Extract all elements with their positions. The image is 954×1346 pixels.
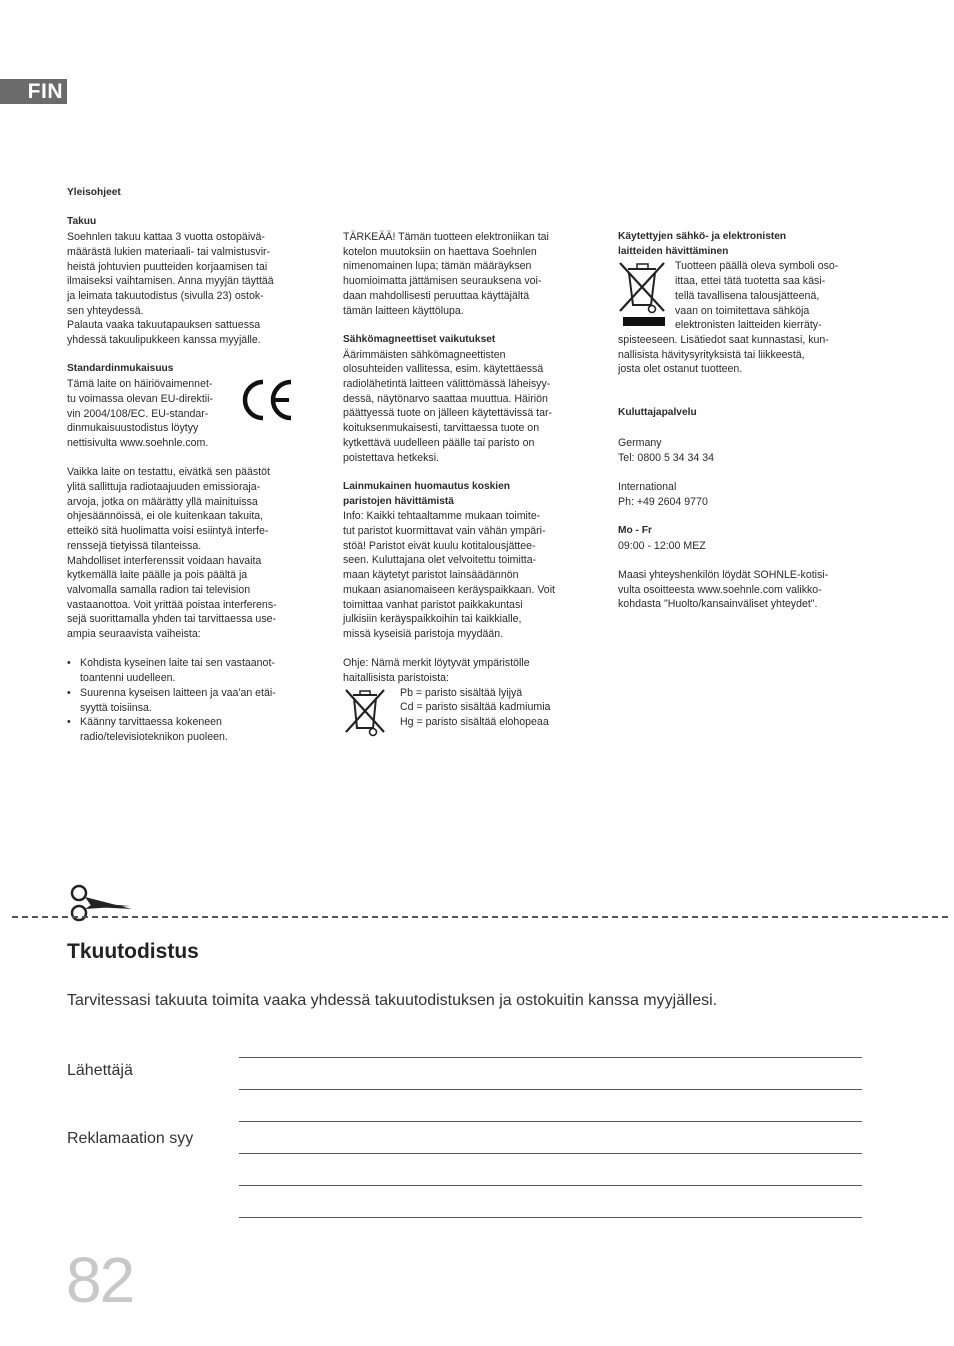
battery-title: Lainmukainen huomautus koskien — [343, 480, 510, 492]
form-line[interactable] — [239, 1217, 862, 1218]
text-line: maan käytetyt paristot lainsäädännön — [343, 569, 519, 582]
section-title: Yleisohjeet — [67, 187, 121, 198]
warranty-title: Takuu — [67, 216, 97, 228]
international-phone: Ph: +49 2604 9770 — [618, 495, 708, 508]
text-line: tämän laitteen käyttölupa. — [343, 304, 464, 317]
text-line: Vaikka laite on testattu, eivätkä sen päästöt — [67, 466, 270, 479]
weee-title: Käytettyjen sähkö- ja elektronisten — [618, 231, 787, 242]
text-line: Info: Kaikki tehtaaltamme mukaan toimite- — [343, 510, 541, 523]
text-line: tu voimassa olevan EU-direktii- — [67, 392, 214, 405]
text-line: Ohje: Nämä merkit löytyvät ympäristölle — [343, 657, 530, 670]
cut-line — [12, 916, 948, 918]
text-line: Äärimmäisten sähkömagneettisten — [343, 348, 506, 361]
text-line: julkisiin keräyspaikkoihin tai kaikkialle, — [343, 613, 522, 626]
hours-value: 09:00 - 12:00 MEZ — [618, 539, 706, 552]
form-line[interactable] — [239, 1153, 862, 1154]
text-line: TÄRKEÄÄ! Tämän tuotteen elektroniikan tai — [343, 231, 549, 243]
service-title: Kuluttajapalvelu — [618, 407, 697, 419]
text-line: nallisista hävitysyrityksistä tai liikkeestä, — [618, 348, 805, 361]
text-line: arvoja, jotka on määrätty yllä mainituissa — [67, 495, 258, 508]
text-line: päättyessä tuote on jälleen käytettävissä tar- — [343, 407, 553, 420]
column-disposal-service — [618, 230, 863, 612]
text-line: nimenomainen lupa; tämän määräyksen — [343, 260, 532, 273]
germany-label: Germany — [618, 436, 662, 449]
text-line: kohdasta "Huolto/kansainväliset yhteydet". — [618, 598, 818, 611]
text-line: kytkettävä uudelleen päälle tai paristo on — [343, 436, 535, 449]
international-label: International — [618, 480, 677, 493]
text-line: seen. Kuluttajana olet velvoitettu toimitta- — [343, 554, 537, 567]
form-line[interactable] — [239, 1089, 862, 1090]
list-item: • Suurenna kyseisen laitteen ja vaa'an etäi- syyttä toisiinsa. — [67, 686, 312, 715]
text-line: Mahdolliset interferenssit voidaan havaita — [67, 554, 262, 567]
text-line: elektronisten laitteiden kierräty- — [675, 319, 822, 332]
page-number: 82 — [66, 1244, 134, 1316]
form-line[interactable] — [239, 1185, 862, 1186]
battery-mark-hg: Hg = paristo sisältää elohopeaa — [400, 716, 549, 729]
text-line: tut paristot kuormittavat vain vähän ympäri- — [343, 525, 546, 538]
text-line: Palauta vaaka takuutapauksen sattuessa — [67, 319, 261, 332]
text-line: kotelon muutoksiin on haettava Soehnlen — [343, 245, 537, 258]
text-line: dessä, näytönarvo saattaa muuttua. Häiriön — [343, 392, 548, 405]
text-line: josta olet ostanut tuotteen. — [618, 363, 743, 376]
text-line: poistettava hetkeksi. — [343, 451, 439, 464]
text-line: sen yhteydessä. — [67, 304, 144, 317]
battery-mark-cd: Cd = paristo sisältää kadmiumia — [400, 701, 551, 714]
text-line: Tämä laite on häiriövaimennet- — [67, 378, 213, 391]
standard-title: Standardinmukaisuus — [67, 363, 174, 375]
text-line: radiolähetintä laitteen välittömässä läheisyy- — [343, 378, 551, 391]
text-line: ittaa, ettei tätä tuotetta saa käsi- — [675, 275, 826, 288]
text-line: ampia seuraavista vaiheista: — [67, 628, 201, 641]
text-line: yhdessä takuulipukkeen kanssa myyjälle. — [67, 334, 261, 347]
text-line: valvomalla samalla radion tai television — [67, 583, 251, 596]
sender-label: Lähettäjä — [67, 1062, 133, 1079]
weee-title: laitteiden hävittäminen — [618, 245, 729, 257]
text-line: spisteeseen. Lisätiedot saat kunnastasi, kun- — [618, 333, 829, 346]
column-notices — [343, 230, 588, 730]
list-item: • Kohdista kyseinen laite tai sen vastaanot- toantenni uudelleen. — [67, 656, 312, 685]
text-line: vaan on toimitettava sähköja — [675, 304, 810, 317]
hours-title: Mo - Fr — [618, 524, 652, 536]
text-line: etteikö sitä huolimatta voisi esiintyä interfe- — [67, 525, 269, 538]
text-line: kytkemällä laite päälle ja pois päältä ja — [67, 569, 248, 582]
form-line[interactable] — [239, 1057, 862, 1058]
text-line: Maasi yhteyshenkilön löydät SOHNLE-kotisi- — [618, 569, 829, 582]
certificate-title: Tkuutodistus — [67, 940, 199, 963]
text-line: määrästä lukien materiaali- tai valmistusvir- — [67, 245, 271, 258]
text-line: vin 2004/108/EC. EU-standar- — [67, 407, 209, 420]
text-line: koituksenmukaisesti, tarvittaessa tuote on — [343, 422, 540, 435]
text-line: Tuotteen päällä oleva symboli oso- — [675, 260, 839, 273]
reason-label: Reklamaation syy — [67, 1130, 194, 1147]
text-line: dinmukaisuustodistus löytyy — [67, 422, 199, 435]
germany-phone: Tel: 0800 5 34 34 34 — [618, 451, 715, 464]
column-general — [67, 186, 312, 745]
emf-title: Sähkömagneettiset vaikutukset — [343, 333, 496, 345]
text-line: ilmaiseksi vaihtamisen. Anna myyjän täyttää — [67, 275, 274, 288]
form-line[interactable] — [239, 1121, 862, 1122]
text-line: vulta osoitteesta www.soehnle.com valikko- — [618, 583, 822, 596]
list-item: • Käänny tarvittaessa kokeneen radio/televisioteknikon puoleen. — [67, 715, 312, 744]
ce-mark-icon — [239, 377, 295, 423]
text-line: toimittaa vanhat paristot paikkakuntasi — [343, 598, 523, 611]
text-line: sejä suorittamalla yhden tai tarvittaessa use- — [67, 613, 277, 626]
text-line: daan mahdollisesti peruuttaa käyttäjältä — [343, 289, 530, 302]
text-line: ja leimata takuutodistus (sivulla 23) ostok- — [67, 289, 264, 302]
steps-list — [67, 656, 312, 744]
battery-mark-pb: Pb = paristo sisältää lyijyä — [400, 686, 523, 699]
text-line: mukaan asianomaiseen keräyspaikkaan. Voit — [343, 583, 555, 596]
text-line: stöä! Paristot eivät kuulu kotitalousjättee- — [343, 539, 536, 552]
crossed-bin-icon — [343, 686, 387, 740]
text-line: nettisivulta www.soehnle.com. — [67, 436, 209, 449]
text-line: ylitä sallittuja radiotaajuuden emissioraja- — [67, 481, 261, 494]
text-line: ohjesäännöissä, ei ole kuitenkaan takuita, — [67, 510, 264, 523]
weee-crossed-bin-icon — [618, 259, 668, 327]
text-line: renssejä tietyissä tilanteissa. — [67, 539, 202, 552]
text-line: missä kyseisiä paristoja myydään. — [343, 627, 504, 640]
text-line: huomioimatta jättämisen seurauksena voi- — [343, 275, 542, 288]
text-line: olosuhteiden vallitessa, esim. käytettäessä — [343, 363, 544, 376]
language-tab: FIN — [0, 79, 67, 104]
text-line: heistä johtuvien puutteiden korjaamisen tai — [67, 260, 268, 273]
certificate-intro: Tarvitessasi takuuta toimita vaaka yhdessä takuutodistuksen ja ostokuitin kanssa myyjällesi. — [67, 992, 718, 1009]
text-line: haitallisista paristoista: — [343, 672, 449, 685]
battery-title: paristojen hävittämistä — [343, 495, 454, 507]
text-line: Soehnlen takuu kattaa 3 vuotta ostopäivä- — [67, 231, 265, 244]
text-line: tellä tavallisena talousjätteenä, — [675, 289, 820, 302]
text-line: vastaanottoa. Voit yrittää poistaa interferens- — [67, 598, 277, 611]
